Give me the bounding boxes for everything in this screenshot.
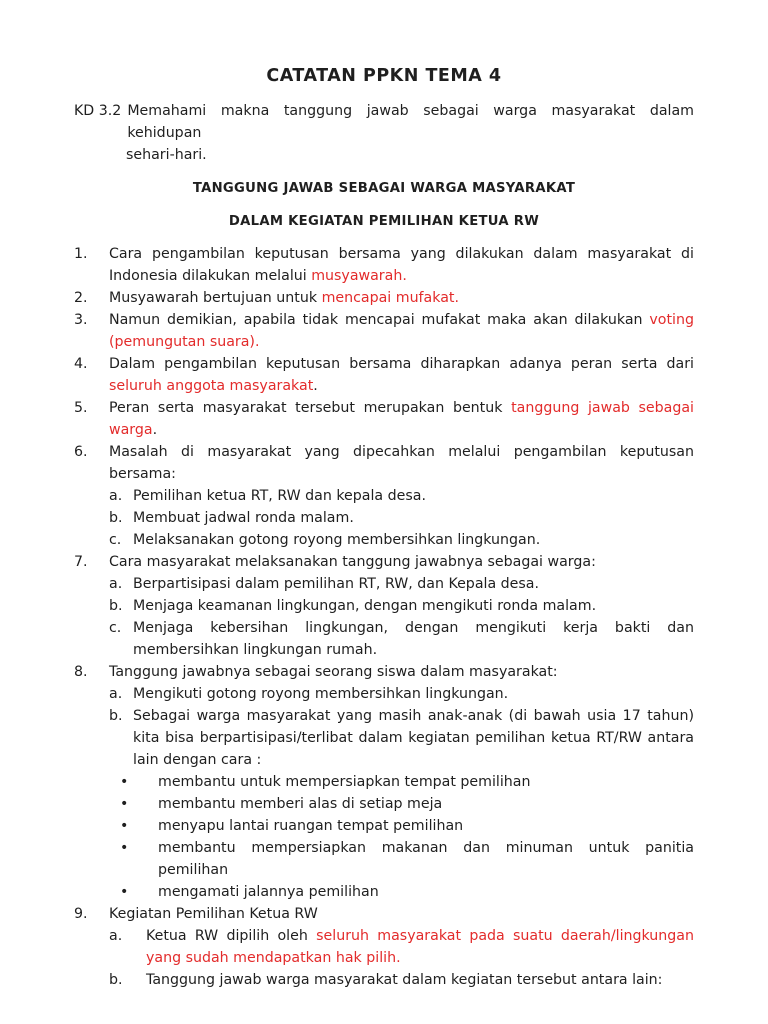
sub-text: Mengikuti gotong royong membersihkan lingkungan. xyxy=(133,686,509,702)
sub-letter: b. xyxy=(109,708,123,724)
list-item-5 xyxy=(74,397,694,441)
sub-text: Melaksanakan gotong royong membersihkan lingkungan. xyxy=(133,532,541,548)
item-text: Kegiatan Pemilihan Ketua RW xyxy=(109,906,318,922)
item-text: Tanggung jawabnya sebagai seorang siswa dalam masyarakat: xyxy=(109,664,558,680)
list-item-3 xyxy=(74,309,694,353)
list-item-6 xyxy=(74,441,694,485)
bullet-item xyxy=(109,815,694,837)
item-number: 9. xyxy=(74,906,88,922)
bullet-icon: • xyxy=(120,818,129,834)
bullet-item xyxy=(109,771,694,793)
bullet-icon: • xyxy=(120,774,129,790)
item-text xyxy=(109,287,694,309)
bullet-item xyxy=(109,837,694,881)
item-text xyxy=(109,353,694,397)
bullet-item xyxy=(109,793,694,815)
sub-text xyxy=(146,925,694,969)
item-highlight: musyawarah. xyxy=(311,268,407,284)
item-text xyxy=(109,309,694,353)
item-text xyxy=(109,397,694,441)
bullet-text: membantu memberi alas di setiap meja xyxy=(158,796,443,812)
kd-text-line2: sehari-hari. xyxy=(126,147,207,163)
kd-text-line1: Memahami makna tanggung jawab sebagai warga masyarakat dalam kehidupan xyxy=(127,103,694,141)
item-text-plain: Cara pengambilan keputusan bersama yang dilakukan dalam masyarakat di Indonesia dilakukan melalui xyxy=(109,246,694,284)
bullet-list xyxy=(74,771,694,903)
kd-code: KD 3.2 xyxy=(74,103,122,119)
item-number: 3. xyxy=(74,312,88,328)
bullet-text: membantu mempersiapkan makanan dan minuman untuk panitia pemilihan xyxy=(158,840,694,878)
sub-item xyxy=(109,705,694,771)
sub-item xyxy=(109,485,694,507)
sub-letter: a. xyxy=(109,576,123,592)
item-text: Masalah di masyarakat yang dipecahkan melalui pengambilan keputusan bersama: xyxy=(109,444,694,482)
sublist-7 xyxy=(74,573,694,661)
sub-text: Pemilihan ketua RT, RW dan kepala desa. xyxy=(133,488,426,504)
item-text: Cara masyarakat melaksanakan tanggung jawabnya sebagai warga: xyxy=(109,554,596,570)
item-number: 2. xyxy=(74,290,88,306)
sub-item xyxy=(109,529,694,551)
sub-letter: a. xyxy=(109,488,123,504)
sub-text: Membuat jadwal ronda malam. xyxy=(133,510,354,526)
sub-letter: b. xyxy=(109,598,123,614)
sub-item xyxy=(109,573,694,595)
sub-text: Berpartisipasi dalam pemilihan RT, RW, dan Kepala desa. xyxy=(133,576,539,592)
sub-text: Menjaga keamanan lingkungan, dengan mengikuti ronda malam. xyxy=(133,598,597,614)
sub-item xyxy=(109,617,694,661)
item-text-plain: Peran serta masyarakat tersebut merupakan bentuk xyxy=(109,400,512,416)
item-highlight: seluruh anggota masyarakat xyxy=(109,378,314,394)
list-item-1 xyxy=(74,243,694,287)
bullet-icon: • xyxy=(120,840,129,856)
list-item-2 xyxy=(74,287,694,309)
bullet-text: mengamati jalannya pemilihan xyxy=(158,884,379,900)
bullet-icon: • xyxy=(120,796,129,812)
kd-statement xyxy=(74,100,694,144)
item-text-plain: Namun demikian, apabila tidak mencapai mufakat maka akan dilakukan xyxy=(109,312,650,328)
item-number: 1. xyxy=(74,246,88,262)
section-subtitle-1: TANGGUNG JAWAB SEBAGAI WARGA MASYARAKAT xyxy=(192,181,576,196)
list-item-8 xyxy=(74,661,694,683)
sub-item xyxy=(109,507,694,529)
list-item-7 xyxy=(74,551,694,573)
sub-text-plain: Ketua RW dipilih oleh xyxy=(146,928,317,944)
sub-text: Tanggung jawab warga masyarakat dalam kegiatan tersebut antara lain: xyxy=(146,972,663,988)
item-number: 6. xyxy=(74,444,88,460)
sub-letter: b. xyxy=(109,972,123,988)
bullet-icon: • xyxy=(120,884,129,900)
bullet-item xyxy=(109,881,694,903)
numbered-list xyxy=(74,243,694,991)
item-text-plain: Musyawarah bertujuan untuk xyxy=(109,290,322,306)
item-number: 5. xyxy=(74,400,88,416)
sublist-6 xyxy=(74,485,694,551)
sub-item xyxy=(109,969,694,991)
item-highlight: tanggung jawab sebagai warga xyxy=(109,400,694,438)
item-number: 4. xyxy=(74,356,88,372)
item-text xyxy=(109,243,694,287)
section-subtitle-2: DALAM KEGIATAN PEMILIHAN KETUA RW xyxy=(228,214,540,229)
item-highlight: voting (pemungutan suara). xyxy=(109,312,694,350)
sub-letter: b. xyxy=(109,510,123,526)
list-item-4 xyxy=(74,353,694,397)
item-text-suffix: . xyxy=(313,378,318,394)
list-item-9 xyxy=(74,903,694,925)
bullet-text: membantu untuk mempersiapkan tempat pemilihan xyxy=(158,774,531,790)
page-title: CATATAN PPKN TEMA 4 xyxy=(266,66,502,86)
sub-letter: a. xyxy=(109,928,123,944)
item-text-plain: Dalam pengambilan keputusan bersama diharapkan adanya peran serta dari xyxy=(109,356,694,372)
sub-letter: c. xyxy=(109,620,122,636)
sub-item xyxy=(109,925,694,969)
sub-item xyxy=(109,595,694,617)
sub-text: Sebagai warga masyarakat yang masih anak-anak (di bawah usia 17 tahun) kita bisa berpartisipasi/terlibat dalam kegiatan pemilihan ketua RT/RW antara lain dengan cara : xyxy=(133,708,694,768)
sublist-8 xyxy=(74,683,694,771)
sub-highlight: seluruh masyarakat pada suatu daerah/lingkungan yang sudah mendapatkan hak pilih. xyxy=(146,928,694,966)
sublist-9 xyxy=(74,925,694,991)
item-highlight: mencapai mufakat. xyxy=(321,290,459,306)
sub-item xyxy=(109,683,694,705)
item-number: 8. xyxy=(74,664,88,680)
sub-text: Menjaga kebersihan lingkungan, dengan mengikuti kerja bakti dan membersihkan lingkungan rumah. xyxy=(133,620,694,658)
bullet-text: menyapu lantai ruangan tempat pemilihan xyxy=(158,818,464,834)
sub-letter: a. xyxy=(109,686,123,702)
item-text-suffix: . xyxy=(152,422,158,438)
sub-letter: c. xyxy=(109,532,122,548)
item-number: 7. xyxy=(74,554,88,570)
